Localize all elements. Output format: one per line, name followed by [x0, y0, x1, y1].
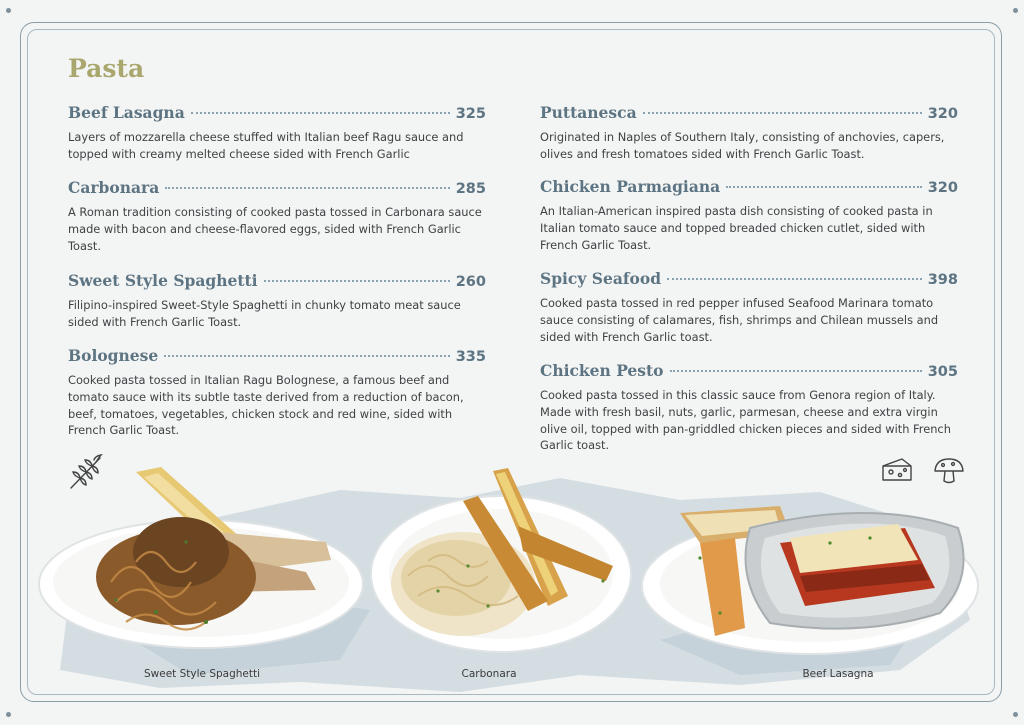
dot-leader: [667, 278, 922, 280]
photo-caption: Carbonara: [461, 668, 517, 680]
item-price: 325: [455, 106, 486, 122]
dot-leader: [164, 355, 449, 357]
photo-carbonara: [368, 466, 638, 656]
item-description: An Italian-American inspired pasta dish consisting of cooked pasta in Italian tomato sauce and topped breaded chicken cutlet, sided with French Garlic Toast.: [540, 204, 933, 252]
menu-item: [68, 178, 486, 254]
dot-leader: [191, 112, 450, 114]
dot-leader: [670, 370, 922, 372]
menu-item: [540, 269, 958, 345]
photo-caption: Sweet Style Spaghetti: [143, 668, 261, 680]
item-name: Sweet Style Spaghetti: [68, 271, 258, 290]
photo-beef-lasagna: [640, 488, 992, 658]
dot-leader: [643, 112, 922, 114]
item-description: Cooked pasta tossed in red pepper infused Seafood Marinara tomato sauce consisting of calamares, fish, shrimps and Chilean mussels and sided with French Garlic toast.: [540, 296, 939, 344]
item-description: Cooked pasta tossed in this classic sauce from Genora region of Italy. Made with fresh basil, nuts, garlic, parmesan, cheese and extra virgin olive oil, topped with pan-griddled chicken pieces and sided with French Garlic toast.: [540, 388, 951, 453]
item-name: Chicken Pesto: [540, 361, 664, 380]
photo-sweet-style-spaghetti: [36, 462, 366, 652]
item-price: 320: [927, 106, 958, 122]
item-name: Spicy Seafood: [540, 269, 662, 288]
item-price: 260: [455, 274, 486, 290]
corner-dot: [6, 8, 11, 13]
menu-item: [68, 103, 486, 163]
menu-item: [540, 177, 958, 253]
item-description: Originated in Naples of Southern Italy, consisting of anchovies, capers, olives and fresh tomatoes sided with French Garlic Toast.: [540, 130, 945, 161]
item-description: Cooked pasta tossed in Italian Ragu Bolognese, a famous beef and tomato sauce with its subtle taste derived from a reduction of bacon, beef, tomatoes, vegetables, chicken stock and red wine, sided with French Garlic Toast.: [68, 373, 464, 438]
item-price: 398: [927, 272, 958, 288]
item-description: A Roman tradition consisting of cooked pasta tossed in Carbonara sauce made with bacon and cheese-flavored eggs, sided with French Garlic Toast.: [68, 205, 482, 253]
corner-dot: [6, 712, 11, 717]
item-name: Carbonara: [68, 178, 160, 197]
item-price: 320: [927, 180, 958, 196]
item-description: Filipino-inspired Sweet-Style Spaghetti in chunky tomato meat sauce sided with French Garlic Toast.: [68, 298, 461, 329]
item-price: 305: [927, 364, 958, 380]
photo-caption: Beef Lasagna: [802, 668, 874, 680]
item-name: Puttanesca: [540, 103, 637, 122]
corner-dot: [1013, 712, 1018, 717]
item-description: Layers of mozzarella cheese stuffed with Italian beef Ragu sauce and topped with creamy melted cheese sided with French Garlic: [68, 130, 464, 161]
item-name: Bolognese: [68, 346, 159, 365]
section-title: Pasta: [68, 54, 145, 83]
dot-leader: [726, 186, 922, 188]
menu-item: [68, 346, 486, 439]
corner-dot: [1013, 8, 1018, 13]
menu-item: [540, 361, 958, 454]
item-price: 285: [455, 181, 486, 197]
item-name: Chicken Parmagiana: [540, 177, 721, 196]
menu-item: [540, 103, 958, 163]
item-price: 335: [455, 349, 486, 365]
dot-leader: [165, 187, 449, 189]
menu-item: [68, 271, 486, 331]
item-name: Beef Lasagna: [68, 103, 185, 122]
dot-leader: [264, 280, 450, 282]
